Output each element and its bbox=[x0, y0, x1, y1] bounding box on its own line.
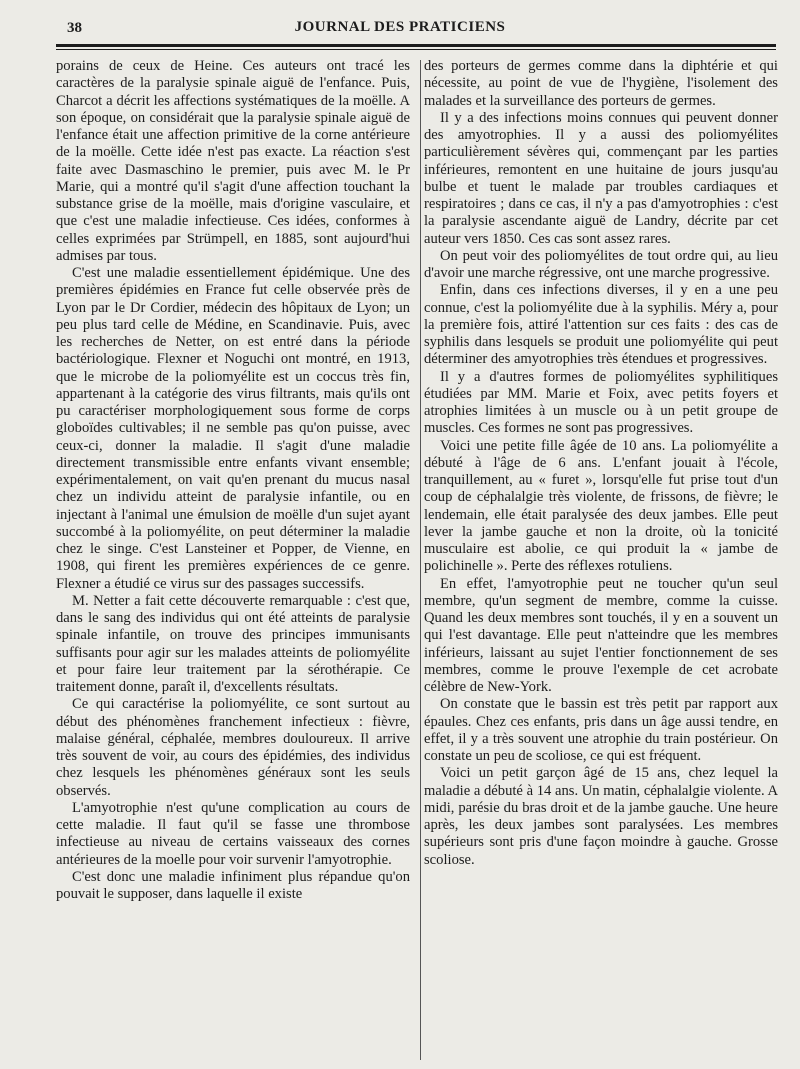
header-rule-thick bbox=[56, 44, 776, 47]
right-column bbox=[424, 58, 778, 869]
paragraph: En effet, l'amyotrophie peut ne toucher qu'un seul membre, qu'un segment de membre, comme la cuisse. Quand les deux membres sont touchés, il y en a souvent un qui l'est davantage. Elle peut n'atteindre que les membres inférieurs, laissant au sujet l'entier fonctionnement de ses membres, comme le prouve l'exemple de cet acrobate célèbre de New-York. bbox=[424, 575, 778, 695]
column-divider bbox=[420, 60, 421, 1060]
paragraph: des porteurs de germes comme dans la diphtérie et qui nécessite, au point de vue de l'hygiène, l'isolement des malades et la surveillance des porteurs de germes. bbox=[424, 58, 778, 109]
paragraph: porains de ceux de Heine. Ces auteurs ont tracé les caractères de la paralysie spinale aiguë de l'enfance. Puis, Charcot a décrit les affections systématiques de la moëlle. A son époque, on considérait que la paralysie spinale aiguë de l'enfance était une affection primitive de la corne antérieure de la moëlle. Cette idée n'est pas exacte. La réaction s'est faite avec Dasmaschino le premier, puis avec M. le Pr Marie, qui a montré qu'il s'agit d'une affection touchant la substance grise de la moëlle, mais d'origine vasculaire, et que c'est une maladie infectieuse. Ces idées, conformes à celles exprimées par Strümpell, en 1885, sont aujourd'hui admises par tous. bbox=[56, 58, 410, 264]
paragraph: Voici une petite fille âgée de 10 ans. La poliomyélite a débuté à l'âge de 6 ans. L'enfant jouait à l'école, tranquillement, au « furet », lorsqu'elle fut prise tout d'un coup de céphalalgie très violente, de frissons, de fièvre; le lendemain, elle était paralysée des deux jambes. Elle peut lever la jambe gauche et non la droite, où la tonicité musculaire est abolie, ce qui produit la « jambe de polichinelle ». Perte des réflexes rotuliens. bbox=[424, 437, 778, 575]
left-column bbox=[56, 58, 410, 903]
paragraph: C'est donc une maladie infiniment plus répandue qu'on pouvait le supposer, dans laquelle il existe bbox=[56, 868, 410, 902]
journal-title: JOURNAL DES PRATICIENS bbox=[294, 19, 506, 35]
paragraph: Enfin, dans ces infections diverses, il y en a une peu connue, c'est la poliomyélite due à la syphilis. Méry a, pour la première fois, attiré l'attention sur ces faits : des cas de syphilis dans lesquels se produit une poliomyélite qui peut déterminer des amyotrophies très étendues et progressives. bbox=[424, 282, 778, 368]
paragraph: Il y a des infections moins connues qui peuvent donner des amyotrophies. Il y a aussi des poliomyélites particulièrement sévères qui, commençant par les parties inférieures, remontent en une huitaine de jours jusqu'au bulbe et tuent le malade par troubles cardiaques et respiratoires ; dans ce cas, il n'y a pas d'amyotrophies : c'est la paralysie ascendante aiguë de Landry, décrite par cet auteur vers 1850. Ces cas sont assez rares. bbox=[424, 109, 778, 247]
paragraph: On constate que le bassin est très petit par rapport aux épaules. Chez ces enfants, pris dans un âge aussi tendre, en effet, il y a très souvent une atrophie du train postérieur. On constate un peu de scoliose, ce qui est fréquent. bbox=[424, 696, 778, 764]
paragraph: Voici un petit garçon âgé de 15 ans, chez lequel la maladie a débuté à 14 ans. Un matin, céphalalgie violente. A midi, parésie du bras droit et de la jambe gauche. Une heure après, les deux jambes sont paralysées. Les membres supérieurs sont pris d'une façon moindre à gauche. Grosse scoliose. bbox=[424, 765, 778, 868]
paragraph: M. Netter a fait cette découverte remarquable : c'est que, dans le sang des individus qui ont été atteints de paralysie spinale infantile, on trouve des principes immunisants suffisants pour agir sur les malades atteints de poliomyélite et pour faire leur traitement par la sérothérapie. Ce traitement donne, paraît il, d'excellents résultats. bbox=[56, 592, 410, 695]
paragraph: C'est une maladie essentiellement épidémique. Une des premières épidémies en France fut celle observée près de Lyon par le Dr Cordier, médecin des hôpitaux de Lyon; un peu plus tard celle de Médine, en Scandinavie. Puis, avec les recherches de Netter, on est entré dans la période bactériologique. Flexner et Noguchi ont montré, en 1913, que le microbe de la poliomyélite est un coccus très fin, appartenant à la catégorie des virus filtrants, mais qu'ils ont pu caractériser morphologiquement sous forme de corps globoïdes cultivables; il ne semble pas qu'on puisse, avec ceux-ci, donner la maladie. Il s'agit d'une maladie directement transmissible entre enfants vivant ensemble; expérimentalement, on vait qu'en prenant du mucus nasal chez un individu atteint de paralysie infantile, ou en injectant à l'animal une émulsion de moëlle d'un sujet ayant succombé à la poliomyélite, on peut déterminer la maladie chez le singe. C'est Lansteiner et Popper, de Vienne, en 1908, qui firent les premières expériences de ce genre. Flexner a étudié ce virus sur des passages successifs. bbox=[56, 265, 410, 592]
header-rule-thin bbox=[56, 49, 776, 50]
paragraph: On peut voir des poliomyélites de tout ordre qui, au lieu d'avoir une marche régressive, ont une marche progressive. bbox=[424, 247, 778, 281]
page-number: 38 bbox=[67, 20, 82, 36]
paragraph: L'amyotrophie n'est qu'une complication au cours de cette maladie. Il faut qu'il se fasse une thrombose infectieuse au niveau de certains vaisseaux des cornes antérieures de la moelle pour voir survenir l'amyotrophie. bbox=[56, 799, 410, 868]
paragraph: Ce qui caractérise la poliomyélite, ce sont surtout au début des phénomènes franchement infectieux : fièvre, malaise général, céphalée, membres douloureux. Il arrive très souvent de voir, au cours des épidémies, des individus chez lesquels les phénomènes généraux sont les seuls observés. bbox=[56, 696, 410, 799]
paragraph: Il y a d'autres formes de poliomyélites syphilitiques étudiées par MM. Marie et Foix, avec petits foyers et atrophies limitées à un muscle ou à un petit groupe de muscles. Ces formes ne sont pas progressives. bbox=[424, 368, 778, 437]
